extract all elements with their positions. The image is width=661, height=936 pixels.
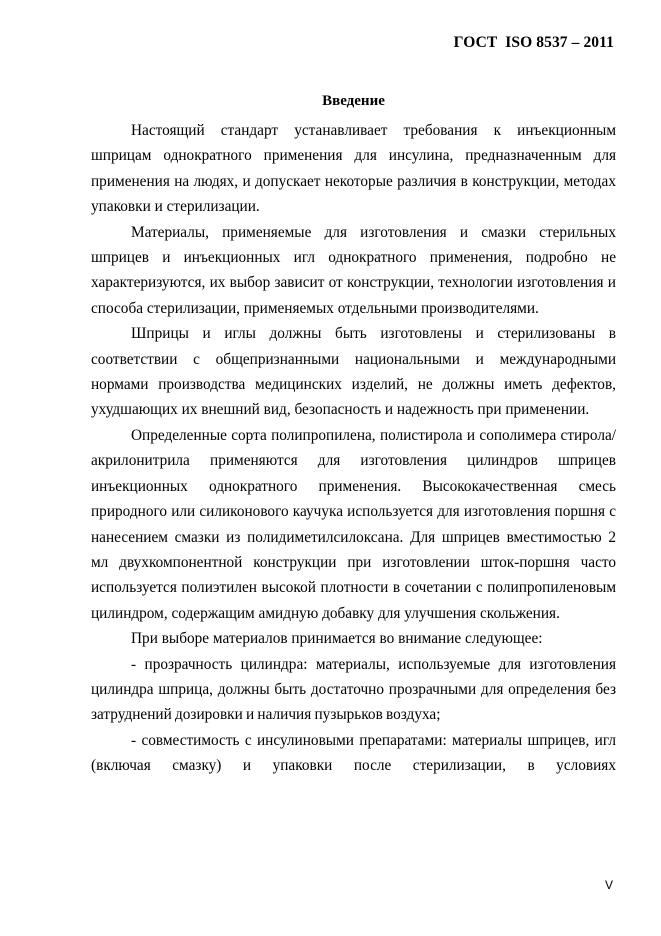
- section-title: Введение: [322, 93, 385, 109]
- paragraph-manufacturing: Шприцы и иглы должны быть изготовлены и стерилизованы в соответствии с общепризнанными национальными и международными нормами производства медицинских изделий, не должны иметь дефектов, ухудшающих их внешний вид, безопасность и надежность при применении.: [91, 325, 616, 419]
- list-item-compatibility: - совместимость с инсулиновыми препаратами: материалы шприцев, игл (включая смазку) и упаковки после стерилизации, в условиях: [91, 731, 616, 775]
- standard-number-header: ГОСТ ISO 8537 – 2011: [453, 34, 614, 51]
- document-body: [91, 118, 616, 779]
- paragraph-polymers: Определенные сорта полипропилена, полистирола и сополимера стирола/акрилонитрила применяются для изготовления цилиндров шприцев инъекционных однократного применения. Высококачественная смесь природного или силиконового каучука используется для изготовления поршня с нанесением смазки из полидиметилсилоксана. Для шприцев вместимостью 2 мл двухкомпонентной конструкции при изготовлении шток-поршня часто используется полиэтилен высокой плотности в сочетании с полипропиленовым цилиндром, содержащим амидную добавку для улучшения скольжения.: [91, 426, 616, 622]
- paragraph-materials: Материалы, применяемые для изготовления и смазки стерильных шприцев и инъекционных игл однократного применения, подробно не характеризуются, их выбор зависит от конструкции, технологии изготовления и способа стерилизации, применяемых отдельными производителями.: [91, 223, 616, 317]
- page-number: V: [605, 878, 614, 892]
- list-item-transparency: - прозрачность цилиндра: материалы, используемые для изготовления цилиндра шприца, должны быть достаточно прозрачными для определения без затруднений дозировки и наличия пузырьков воздуха;: [91, 655, 616, 724]
- paragraph-selection-criteria: При выборе материалов принимается во внимание следующее:: [131, 630, 543, 648]
- paragraph-scope: Настоящий стандарт устанавливает требования к инъекционным шприцам однократного применения для инсулина, предназначенным для применения на людях, и допускает некоторые различия в конструкции, методах упаковки и стерилизации.: [91, 122, 616, 216]
